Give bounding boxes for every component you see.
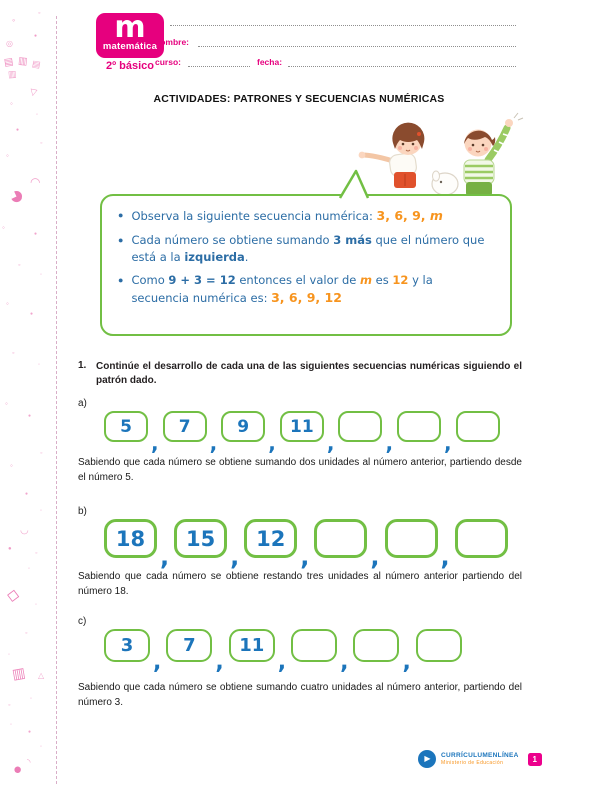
doodle-icon: ◦ [38,10,41,17]
doodle-icon: ● [28,413,32,419]
comma-separator: , [215,650,224,675]
logo-letter: m [114,9,146,45]
doodle-icon: ▥ [17,55,28,68]
girl-blush [414,146,418,150]
page-number-badge: 1 [528,753,542,766]
footer-brand: CURRÍCULUMENLÍNEA [441,752,519,759]
doodle-icon: ◦ [36,112,39,118]
empty-answer-box[interactable] [397,411,441,442]
doodle-icon: ◦ [8,652,11,658]
comma-separator: , [153,650,162,675]
doodle-icon: ◦ [6,151,9,160]
comma-separator: , [268,431,276,455]
empty-answer-box[interactable] [291,629,337,662]
sequence-note-a: Sabiendo que cada número se obtiene sumando dos unidades al número anterior, partiendo desde el número 5. [78,457,522,483]
doodle-icon: ◦ [5,399,8,408]
sequence-number-box: 12 [244,519,297,558]
doodle-icon: ◦ [28,566,31,572]
sequence-number-box: 11 [229,629,275,662]
comma-separator: , [402,650,411,675]
doodle-icon: ● [8,546,12,552]
item-label-c: c) [78,616,87,627]
doodle-icon: ● [25,491,29,497]
doodle-icon: ◇ [5,586,21,605]
bullet-dot: ● [118,275,124,286]
boy-eye [472,144,475,147]
comma-separator: , [326,431,335,455]
doodle-icon: ◡ [20,525,29,536]
sequence-row-a [104,411,500,455]
doodle-icon: ▤ [3,56,15,69]
bullet-dot: ● [118,210,124,220]
doodle-icon: ◦ [8,702,11,709]
boy-blush [484,147,488,151]
boy-eye [482,144,485,147]
empty-answer-box[interactable] [385,519,438,558]
doodle-icon: ◦ [40,272,43,278]
date-field-line[interactable] [288,66,516,67]
doodle-icon: ◕ [2,178,30,212]
sequence-number-box: 5 [104,411,148,442]
sequence-number-box: 7 [166,629,212,662]
empty-answer-box[interactable] [314,519,367,558]
doodle-icon: ◦ [10,722,13,728]
sequence-number-box: 18 [104,519,157,558]
curriculum-logo-icon [418,750,436,768]
girl-hairclip [417,132,421,136]
header-top-line [170,25,516,26]
date-field-label: fecha: [257,57,283,67]
comma-separator: , [300,543,310,571]
comma-separator: , [151,431,159,455]
doodle-icon: ▥ [7,68,17,80]
doodle-icon: ▽ [29,86,38,98]
doodle-icon: ● [28,729,32,735]
doodle-icon: ◦ [2,223,5,232]
doodle-icon: ● [30,311,34,317]
girl-eye [402,143,405,146]
doodle-icon: ◦ [40,140,43,147]
comma-separator: , [370,543,380,571]
course-field-line[interactable] [188,66,250,67]
footer [418,750,542,768]
doodle-icon: ◦ [25,630,28,637]
footer-tagline: Ministerio de Educación [441,760,504,766]
doodle-icon: ● [10,760,25,779]
doodle-icon: ◦ [30,696,33,702]
sequence-number-box: 9 [221,411,265,442]
doodle-icon: ◠ [30,175,41,189]
bubble-bullet-1: ● Observa la siguiente secuencia numérica: 3, 6, 9, m [118,207,496,225]
dog-eye [440,181,442,183]
bubble-bullet-2: ● Cada número se obtiene sumando 3 más que el número que está a la izquierda. [118,233,485,264]
doodle-icon: ▥ [10,663,27,683]
bubble-bullet-3: ● Como 9 + 3 = 12 entonces el valor de m es 12 y la secuencia numérica es: 3, 6, 9, 12 [118,272,496,307]
decorative-doodle-strip [0,0,57,800]
doodle-icon: ◦ [12,350,15,357]
doodle-icon: ▤ [31,58,42,70]
doodle-icon: ● [34,231,38,237]
name-field-label: nombre: [155,37,189,47]
doodle-icon: ◦ [10,99,13,108]
comma-separator: , [444,431,452,455]
comma-separator: , [340,650,349,675]
empty-answer-box[interactable] [456,411,500,442]
item-label-b: b) [78,506,87,517]
play-arrow-icon: ▶ [424,754,431,763]
doodle-icon: ◦ [35,602,38,608]
comma-separator: , [209,431,218,455]
doodle-icon: ◦ [40,744,43,750]
comma-separator: , [230,543,240,571]
girl-eye [412,143,415,146]
dog-ear [433,171,440,181]
doodle-icon: ◦ [40,508,43,514]
sequence-note-c: Sabiendo que cada número se obtiene sumando cuatro unidades al número anterior, partiendo del número 3. [78,682,522,708]
course-field-label: curso: [155,57,181,67]
comma-separator: , [160,543,170,571]
doodle-icon: ◦ [35,550,38,557]
name-field-line[interactable] [198,46,516,47]
grade-label: 2º básico [105,60,155,72]
doodle-icon: ◦ [10,461,13,470]
page-title: ACTIVIDADES: PATRONES Y SECUENCIAS NUMÉRICAS [153,93,445,105]
empty-answer-box[interactable] [338,411,382,442]
empty-answer-box[interactable] [455,519,508,558]
sequence-row-b [104,519,508,571]
boy-hand [505,119,513,127]
doodle-icon: △ [38,671,45,680]
doodle-icon: ● [16,127,20,133]
sequence-number-box: 11 [280,411,324,442]
empty-answer-box[interactable] [353,629,399,662]
speech-bubble-tail [338,167,378,199]
comma-separator: , [440,543,450,571]
doodle-icon: ◦ [6,299,9,308]
speech-bubble [100,194,512,336]
doodle-icon: ◦ [40,450,43,457]
boy-blush [468,147,472,151]
sequence-row-c [104,629,462,675]
bullet-dot: ● [118,235,124,246]
exercise-instruction: 1. Continúe el desarrollo de cada una de las siguientes secuencias numéricas siguiendo el patrón dado. [78,360,522,388]
comma-separator: , [277,650,287,675]
empty-answer-box[interactable] [416,629,462,662]
logo-subject-label: matemática [102,40,158,52]
doodle-icon: ● [34,33,38,39]
sequence-note-b: Sabiendo que cada número se obtiene restando tres unidades al número anterior partiendo del número 18. [78,571,522,597]
doodle-icon: ◝ [27,757,31,767]
item-label-a: a) [78,398,87,409]
girl-hand [359,152,366,159]
doodle-icon: ◦ [18,262,21,269]
wave-lines [514,113,523,120]
sequence-number-box: 15 [174,519,227,558]
math-logo [96,9,164,58]
girl-blush [398,146,402,150]
doodle-icon: ◦ [38,362,41,368]
comma-separator: , [385,431,394,455]
sequence-number-box: 3 [104,629,150,662]
doodle-icon: ◎ [6,39,13,48]
sequence-number-box: 7 [163,411,207,442]
exercise-number: 1. [78,360,87,371]
doodle-icon: ◦ [12,15,16,25]
dashed-margin-line [56,16,57,784]
